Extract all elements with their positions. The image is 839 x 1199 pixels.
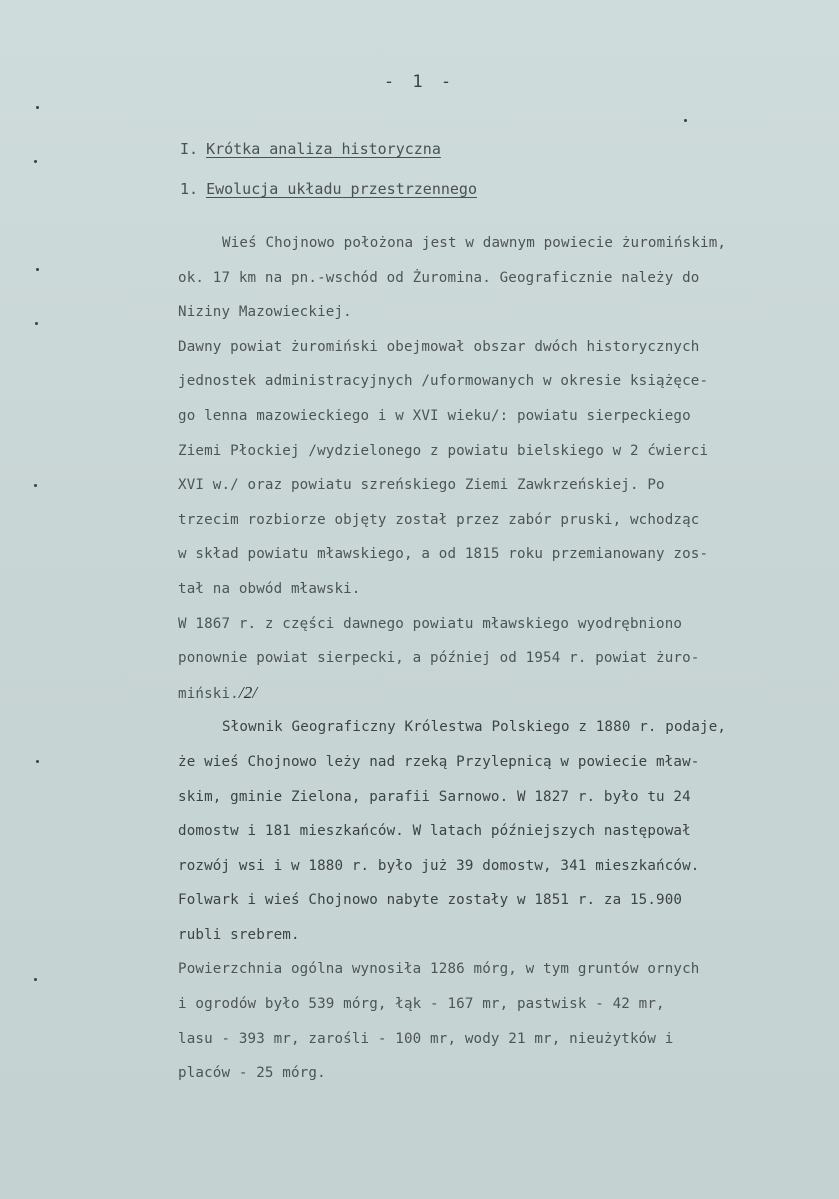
text-line: W 1867 r. z części dawnego powiatu mławskiego wyodrębniono	[178, 615, 683, 632]
text-line: i ogrodów było 539 mórg, łąk - 167 mr, pastwisk - 42 mr,	[178, 996, 665, 1013]
text-line: domostw i 181 mieszkańców. W latach późniejszych następował	[178, 823, 691, 840]
text-line: lasu - 393 mr, zarośli - 100 mr, wody 21 mr, nieużytków i	[178, 1030, 674, 1047]
text-line: jednostek administracyjnych /uformowanych w okresie książęce-	[178, 373, 709, 390]
text-line: rubli srebrem.	[178, 926, 300, 943]
scan-speck	[34, 978, 37, 981]
scan-speck	[34, 484, 37, 487]
subsection-title: Ewolucja układu przestrzennego	[206, 180, 477, 198]
scan-speck	[684, 119, 687, 122]
text-line: go lenna mazowieckiego i w XVI wieku/: powiatu sierpeckiego	[178, 407, 691, 424]
scan-speck	[36, 106, 39, 109]
text-line: Powierzchnia ogólna wynosiła 1286 mórg, w tym gruntów ornych	[178, 961, 700, 978]
text-line: miński.	[178, 685, 239, 702]
text-line: placów - 25 mórg.	[178, 1065, 326, 1082]
body-text	[178, 226, 818, 1091]
subsection-number: 1.	[180, 180, 199, 198]
text-line-with-footnote	[178, 676, 818, 711]
subsection-heading	[180, 180, 477, 198]
text-line: w skład powiatu mławskiego, a od 1815 roku przemianowany zos-	[178, 546, 709, 563]
footnote-reference: /2/	[238, 682, 258, 702]
text-line: trzecim rozbiorze objęty został przez zabór pruski, wchodząc	[178, 511, 700, 528]
text-line: skim, gminie Zielona, parafii Sarnowo. W 1827 r. było tu 24	[178, 788, 691, 805]
text-line: rozwój wsi i w 1880 r. było już 39 domostw, 341 mieszkańców.	[178, 857, 700, 874]
text-line: Słownik Geograficzny Królestwa Polskiego z 1880 r. podaje,	[222, 719, 727, 736]
text-line: tał na obwód mławski.	[178, 580, 361, 597]
scan-speck	[36, 268, 39, 271]
section-heading	[180, 140, 441, 158]
text-line: Dawny powiat żuromiński obejmował obszar dwóch historycznych	[178, 338, 700, 355]
text-line: że wieś Chojnowo leży nad rzeką Przylepnicą w powiecie mław-	[178, 753, 700, 770]
text-line: Wieś Chojnowo położona jest w dawnym powiecie żuromińskim,	[222, 235, 727, 251]
text-line: ponownie powiat sierpecki, a później od 1954 r. powiat żuro-	[178, 650, 700, 667]
text-line: Niziny Mazowieckiej.	[178, 304, 352, 321]
text-line: Ziemi Płockiej /wydzielonego z powiatu bielskiego w 2 ćwierci	[178, 442, 709, 459]
scan-speck	[34, 160, 37, 163]
page-number: - 1 -	[383, 72, 456, 92]
text-line: ok. 17 km na pn.-wschód od Żuromina. Geograficznie należy do	[178, 269, 700, 286]
scan-speck	[36, 760, 39, 763]
section-title: Krótka analiza historyczna	[206, 140, 441, 158]
scan-speck	[35, 322, 38, 325]
text-line: XVI w./ oraz powiatu szreńskiego Ziemi Zawkrzeńskiej. Po	[178, 477, 665, 494]
text-line: Folwark i wieś Chojnowo nabyte zostały w 1851 r. za 15.900	[178, 892, 683, 909]
section-number: I.	[180, 140, 199, 158]
